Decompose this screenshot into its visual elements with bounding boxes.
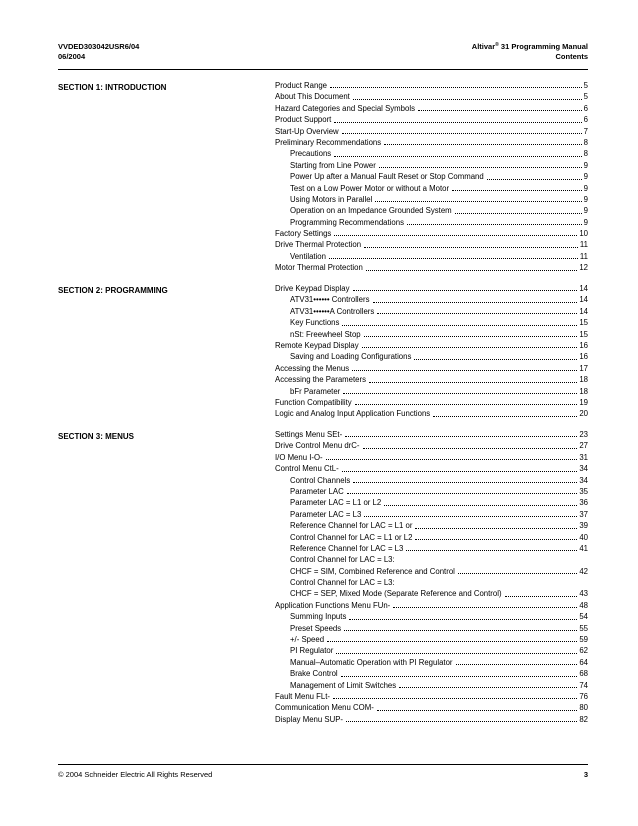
- toc-entry[interactable]: [275, 351, 588, 362]
- toc-entry-page: 36: [579, 498, 588, 508]
- toc-entry-title: +/- Speed: [290, 635, 325, 645]
- toc-entry-title: ATV31•••••• Controllers: [290, 295, 370, 305]
- toc-entry-title: Function Compatibility: [275, 397, 352, 407]
- toc-entry-title: Control Menu CtL-: [275, 464, 339, 474]
- toc-entry-page: 80: [579, 703, 588, 713]
- toc-entry-title: Fault Menu FLt-: [275, 691, 331, 701]
- toc-entry-title: Drive Thermal Protection: [275, 240, 362, 250]
- toc-entry-page: 14: [579, 306, 588, 316]
- toc-entry[interactable]: [275, 714, 588, 725]
- toc-entry[interactable]: [275, 294, 588, 305]
- toc-entry-title: Display Menu SUP-: [275, 714, 344, 724]
- toc-entry-title: Control Channel for LAC = L3:: [290, 578, 395, 588]
- toc-entry-page: 9: [583, 206, 588, 216]
- dot-leader: [415, 528, 577, 529]
- toc-entry-title: PI Regulator: [290, 646, 334, 656]
- section-heading-menus: SECTION 3: MENUS: [58, 432, 135, 441]
- dot-leader: [333, 698, 577, 699]
- toc-entry-page: 9: [583, 217, 588, 227]
- dot-leader: [364, 247, 578, 248]
- toc-entry[interactable]: [275, 283, 588, 294]
- dot-leader: [363, 448, 578, 449]
- toc-entry-title: Summing Inputs: [290, 612, 347, 622]
- toc-entry[interactable]: [275, 475, 588, 486]
- toc-entry-page: 15: [579, 329, 588, 339]
- header-rule: [58, 69, 588, 70]
- dot-leader: [362, 347, 578, 348]
- dot-leader: [334, 235, 577, 236]
- dot-leader: [334, 122, 581, 123]
- toc-entry[interactable]: [275, 623, 588, 634]
- toc-entry-title: Power Up after a Manual Fault Reset or Stop Command: [290, 172, 484, 182]
- toc-entry[interactable]: [275, 228, 588, 239]
- toc-entry[interactable]: [275, 374, 588, 385]
- toc-entry-title: Communication Menu COM-: [275, 703, 374, 713]
- toc-entry-title: Drive Control Menu drC-: [275, 441, 360, 451]
- toc-entry-page: 37: [579, 509, 588, 519]
- toc-entry-title: Saving and Loading Configurations: [290, 352, 412, 362]
- toc-entry-title: Starting from Line Power: [290, 160, 376, 170]
- toc-entry-page: 18: [579, 386, 588, 396]
- toc-entry-page: 8: [583, 137, 588, 147]
- toc-entry-title: Parameter LAC: [290, 486, 344, 496]
- toc-entry-title: Settings Menu SEt-: [275, 429, 343, 439]
- toc-entry[interactable]: [275, 429, 588, 440]
- toc-entry[interactable]: [275, 657, 588, 668]
- dot-leader: [353, 290, 578, 291]
- toc-entry[interactable]: [275, 452, 588, 463]
- toc-entry-page: 19: [579, 397, 588, 407]
- toc-entry[interactable]: [275, 363, 588, 374]
- toc-entry[interactable]: [275, 137, 588, 148]
- toc-entry-title: Management of Limit Switches: [290, 680, 397, 690]
- section-heading-introduction: SECTION 1: INTRODUCTION: [58, 83, 167, 92]
- toc-entry-title: Preset Speeds: [290, 623, 342, 633]
- dot-leader: [342, 133, 582, 134]
- toc-entry-page: 74: [579, 680, 588, 690]
- toc-entry[interactable]: [275, 329, 588, 340]
- toc-entry-title: Brake Control: [290, 669, 338, 679]
- dot-leader: [366, 270, 577, 271]
- toc-entry[interactable]: [275, 205, 588, 216]
- toc-entry-title: Application Functions Menu FUn-: [275, 600, 391, 610]
- toc-entry[interactable]: [275, 239, 588, 250]
- dot-leader: [326, 459, 578, 460]
- dot-leader: [353, 482, 577, 483]
- toc-entry[interactable]: [275, 251, 588, 262]
- toc-entry[interactable]: [275, 183, 588, 194]
- dot-leader: [456, 664, 578, 665]
- toc-entry[interactable]: [275, 386, 588, 397]
- section-heading-programming: SECTION 2: PROGRAMMING: [58, 286, 168, 295]
- toc-entry-page: 14: [579, 283, 588, 293]
- dot-leader: [379, 167, 582, 168]
- toc-entry-title: Control Channel for LAC = L1 or L2: [290, 532, 413, 542]
- toc-entry-page: 82: [579, 714, 588, 724]
- copyright: © 2004 Schneider Electric All Rights Reserved: [58, 770, 213, 779]
- toc-entry-title: nSt: Freewheel Stop: [290, 329, 361, 339]
- toc-entry[interactable]: [275, 114, 588, 125]
- toc-entry-title: Control Channel for LAC = L3:: [290, 555, 395, 565]
- toc-entry-title: Programming Recommendations: [290, 217, 404, 227]
- toc-entry-page: 17: [579, 363, 588, 373]
- toc-entry-page: 20: [579, 409, 588, 419]
- toc-entry-page: 9: [583, 160, 588, 170]
- toc-entry[interactable]: [275, 520, 588, 531]
- toc-entry-title: Remote Keypad Display: [275, 340, 359, 350]
- toc-entry[interactable]: [275, 566, 588, 577]
- dot-leader: [399, 687, 577, 688]
- manual-title: [472, 42, 588, 52]
- toc-entry[interactable]: [275, 160, 588, 171]
- dot-leader: [342, 325, 577, 326]
- toc-entry-title: Accessing the Menus: [275, 363, 350, 373]
- dot-leader: [458, 573, 577, 574]
- toc-entry[interactable]: [275, 509, 588, 520]
- section-name: Contents: [555, 52, 588, 61]
- toc-entry[interactable]: [275, 306, 588, 317]
- dot-leader: [343, 393, 577, 394]
- dot-leader: [334, 156, 581, 157]
- dot-leader: [406, 550, 577, 551]
- header-right: [472, 42, 588, 62]
- footer-rule: [58, 764, 588, 765]
- toc-entry-page: 9: [583, 183, 588, 193]
- toc-entry[interactable]: [275, 543, 588, 554]
- toc-entry-title: Accessing the Parameters: [275, 375, 367, 385]
- dot-leader: [369, 382, 577, 383]
- toc-entry[interactable]: [275, 588, 588, 599]
- toc-entry-title: Test on a Low Power Motor or without a Motor: [290, 183, 450, 193]
- toc-entry[interactable]: [275, 463, 588, 474]
- toc-entry-title: Preliminary Recommendations: [275, 137, 382, 147]
- toc-entry-page: 6: [583, 115, 588, 125]
- toc-entry[interactable]: [275, 126, 588, 137]
- toc-list-programming: [275, 283, 588, 420]
- toc-entry[interactable]: [275, 217, 588, 228]
- dot-leader: [347, 493, 578, 494]
- toc-entry-page: 48: [579, 600, 588, 610]
- toc-list-introduction: [275, 80, 588, 274]
- dot-leader: [433, 416, 577, 417]
- dot-leader: [384, 144, 581, 145]
- toc-entry-page: 15: [579, 318, 588, 328]
- toc-entry-page: 7: [583, 126, 588, 136]
- toc-entry[interactable]: [275, 680, 588, 691]
- toc-entry[interactable]: [275, 397, 588, 408]
- toc-entry-title: CHCF = SEP, Mixed Mode (Separate Reference and Control): [290, 589, 502, 599]
- toc-entry-page: 35: [579, 486, 588, 496]
- doc-code: VVDED303042USR6/04: [58, 42, 140, 51]
- dot-leader: [415, 539, 577, 540]
- toc-entry[interactable]: [275, 262, 588, 273]
- toc-entry-title: Key Functions: [290, 318, 340, 328]
- dot-leader: [329, 258, 578, 259]
- toc-entry[interactable]: [275, 171, 588, 182]
- toc-entry-page: 16: [579, 340, 588, 350]
- toc-entry-title: Parameter LAC = L1 or L2: [290, 498, 382, 508]
- dot-leader: [364, 516, 577, 517]
- toc-entry-page: 9: [583, 172, 588, 182]
- toc-entry-page: 11: [579, 251, 588, 261]
- toc-entry-page: 68: [579, 669, 588, 679]
- toc-entry-title: Motor Thermal Protection: [275, 263, 363, 273]
- toc-entry-title: ATV31••••••A Controllers: [290, 306, 375, 316]
- toc-entry-title: Reference Channel for LAC = L3: [290, 543, 404, 553]
- dot-leader: [364, 336, 578, 337]
- dot-leader: [352, 370, 577, 371]
- dot-leader: [341, 676, 578, 677]
- toc-entry[interactable]: [275, 440, 588, 451]
- toc-entry-title: Hazard Categories and Special Symbols: [275, 103, 415, 113]
- dot-leader: [455, 213, 582, 214]
- toc-entry[interactable]: [275, 611, 588, 622]
- toc-entry[interactable]: [275, 148, 588, 159]
- toc-entry-title: Using Motors in Parallel: [290, 194, 373, 204]
- toc-entry[interactable]: [275, 577, 588, 588]
- dot-leader: [355, 404, 578, 405]
- toc-entry[interactable]: [275, 532, 588, 543]
- toc-entry-title: CHCF = SIM, Combined Reference and Control: [290, 566, 455, 576]
- dot-leader: [373, 302, 578, 303]
- toc-entry[interactable]: [275, 194, 588, 205]
- dot-leader: [346, 721, 577, 722]
- dot-leader: [345, 436, 577, 437]
- toc-entry-page: 11: [579, 240, 588, 250]
- toc-entry[interactable]: [275, 645, 588, 656]
- dot-leader: [452, 190, 582, 191]
- toc-entry-page: 42: [579, 566, 588, 576]
- registered-mark: ®: [495, 42, 499, 48]
- toc-entry-title: Product Range: [275, 80, 328, 90]
- toc-entry-title: Start-Up Overview: [275, 126, 339, 136]
- toc-entry-title: About This Document: [275, 92, 350, 102]
- toc-entry-page: 8: [583, 149, 588, 159]
- toc-entry[interactable]: [275, 91, 588, 102]
- dot-leader: [505, 596, 578, 597]
- dot-leader: [393, 607, 577, 608]
- toc-entry-title: Control Channels: [290, 475, 351, 485]
- toc-entry[interactable]: [275, 634, 588, 645]
- toc-entry-page: 5: [583, 92, 588, 102]
- toc-entry-page: 16: [579, 352, 588, 362]
- toc-entry-title: Precautions: [290, 149, 332, 159]
- toc-entry-page: 12: [579, 263, 588, 273]
- toc-entry-page: 27: [579, 441, 588, 451]
- toc-entry-title: Manual–Automatic Operation with PI Regulator: [290, 657, 453, 667]
- page-number: 3: [583, 770, 588, 779]
- dot-leader: [487, 179, 582, 180]
- dot-leader: [327, 641, 577, 642]
- toc-entry-title: I/O Menu I-O-: [275, 452, 323, 462]
- toc-entry[interactable]: [275, 103, 588, 114]
- toc-entry-page: 14: [579, 295, 588, 305]
- dot-leader: [384, 505, 577, 506]
- toc-entry-page: 39: [579, 521, 588, 531]
- toc-entry-page: 34: [579, 475, 588, 485]
- toc-entry-page: 41: [579, 543, 588, 553]
- toc-entry-title: Drive Keypad Display: [275, 283, 350, 293]
- toc-entry-title: Factory Settings: [275, 229, 332, 239]
- toc-entry-title: Logic and Analog Input Application Functions: [275, 409, 431, 419]
- toc-entry-page: 43: [579, 589, 588, 599]
- manual-brand: Altivar: [471, 42, 496, 51]
- toc-entry-page: 54: [579, 612, 588, 622]
- toc-entry[interactable]: [275, 668, 588, 679]
- toc-entry-page: 6: [583, 103, 588, 113]
- toc-entry[interactable]: [275, 497, 588, 508]
- toc-entry[interactable]: [275, 702, 588, 713]
- toc-entry[interactable]: [275, 408, 588, 419]
- toc-entry[interactable]: [275, 554, 588, 565]
- dot-leader: [418, 110, 582, 111]
- dot-leader: [330, 87, 582, 88]
- toc-entry-page: 18: [579, 375, 588, 385]
- toc-entry-page: 9: [583, 194, 588, 204]
- dot-leader: [414, 359, 577, 360]
- toc-entry-title: Product Support: [275, 115, 332, 125]
- doc-date: 06/2004: [58, 52, 86, 61]
- page-header: [58, 42, 588, 66]
- toc-entry[interactable]: [275, 80, 588, 91]
- toc-entry[interactable]: [275, 691, 588, 702]
- toc-entry-page: 40: [579, 532, 588, 542]
- dot-leader: [377, 710, 578, 711]
- page-footer: [58, 770, 588, 780]
- toc-entry-page: 31: [579, 452, 588, 462]
- toc-entry-page: 76: [579, 691, 588, 701]
- toc-entry[interactable]: [275, 486, 588, 497]
- toc-list-menus: [275, 429, 588, 725]
- dot-leader: [375, 201, 581, 202]
- header-left: [58, 42, 139, 62]
- dot-leader: [342, 471, 578, 472]
- toc-entry-page: 59: [579, 635, 588, 645]
- toc-entry[interactable]: [275, 600, 588, 611]
- manual-title-rest: 31 Programming Manual: [498, 42, 588, 51]
- toc-entry[interactable]: [275, 317, 588, 328]
- toc-entry-page: 10: [579, 229, 588, 239]
- toc-entry-page: 5: [583, 80, 588, 90]
- dot-leader: [377, 313, 577, 314]
- toc-entry-page: 62: [579, 646, 588, 656]
- toc-entry-title: Parameter LAC = L3: [290, 509, 362, 519]
- dot-leader: [349, 619, 577, 620]
- toc-entry-page: 23: [579, 429, 588, 439]
- toc-entry[interactable]: [275, 340, 588, 351]
- toc-entry-page: 55: [579, 623, 588, 633]
- toc-entry-title: bFr Parameter: [290, 386, 341, 396]
- dot-leader: [336, 653, 577, 654]
- dot-leader: [407, 224, 582, 225]
- toc-entry-title: Operation on an Impedance Grounded System: [290, 206, 452, 216]
- toc-entry-title: Ventilation: [290, 251, 326, 261]
- dot-leader: [353, 99, 582, 100]
- dot-leader: [344, 630, 577, 631]
- toc-entry-page: 64: [579, 657, 588, 667]
- toc-entry-title: Reference Channel for LAC = L1 or: [290, 521, 413, 531]
- toc-entry-page: 34: [579, 464, 588, 474]
